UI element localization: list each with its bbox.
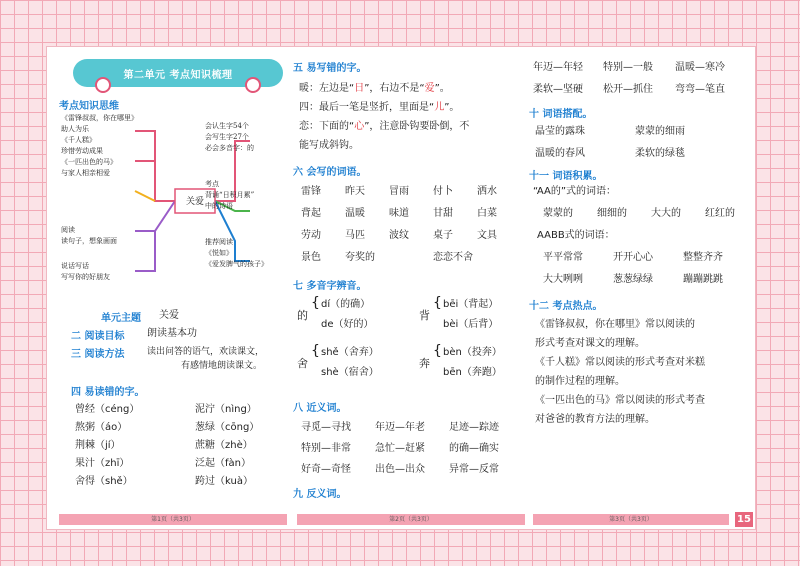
aabb-words — [543, 247, 753, 291]
synonym-pair: 异常—反常 — [449, 464, 499, 475]
word: 景色 — [301, 252, 321, 263]
aabb-title: AABB式的词语： — [537, 230, 615, 241]
mindmap-node: 会写生字27个 — [205, 133, 249, 141]
section-2-value: 朗读基本功 — [147, 328, 197, 339]
mindmap-node: 说话写话 — [61, 262, 89, 270]
banner-title: 第二单元 考点知识梳理 — [123, 69, 233, 81]
hotspot-line: 《千人糕》常以阅读的形式考查对米糕 — [535, 357, 705, 368]
page-number: 15 — [735, 512, 753, 527]
column-2 — [293, 47, 529, 529]
section-11-heading: 十一 词语积累。 — [529, 171, 603, 182]
words-grid — [301, 181, 521, 269]
mindmap-right-top — [205, 121, 291, 154]
section-7-heading: 七 多音字辨音。 — [293, 281, 367, 292]
word: 洒水 — [477, 186, 497, 197]
synonym-pair: 出色—出众 — [375, 464, 425, 475]
tip-line: 四：最后一笔是竖折，里面是“儿”。 — [299, 102, 460, 113]
word: 马匹 — [345, 230, 365, 241]
poly-char: 的 — [297, 309, 308, 322]
mindmap-node: 珍惜劳动成果 — [61, 147, 103, 155]
mindmap-node: 考点 — [205, 180, 219, 188]
collocation: 晶莹的露珠 — [535, 126, 585, 137]
aabb-word: 整整齐齐 — [683, 252, 723, 263]
section-number: 二 — [71, 331, 81, 342]
misread-item: 蔗糖（zhè） — [195, 440, 253, 451]
brace: { — [311, 295, 320, 311]
page-footer: 第2页（共3页） — [297, 514, 525, 525]
misread-item: 荆棘（jí） — [75, 440, 121, 451]
brace: { — [433, 343, 442, 359]
aa-word: 红红的 — [705, 208, 735, 219]
section-3-value — [147, 345, 293, 373]
misread-item: 果汁（zhī） — [75, 458, 130, 469]
synonym-pair: 好奇—奇怪 — [301, 464, 351, 475]
section-label: 阅读目标 — [84, 331, 125, 342]
mindmap-node: 《千人糕》 — [61, 136, 96, 144]
mindmap-node: 背诵“日积月累” — [205, 191, 255, 199]
textbook-page — [46, 46, 756, 530]
method-line: 读出问答的语气，欢读课文， — [147, 347, 265, 357]
section-label: 易读错的字。 — [84, 387, 145, 398]
word: 背起 — [301, 208, 321, 219]
collocation: 蒙蒙的细雨 — [635, 126, 685, 137]
poly-reading: shè（宿舍） — [321, 367, 379, 378]
synonym-pair: 急忙—赶紧 — [375, 443, 425, 454]
poly-reading: shě（舍弃） — [321, 347, 379, 358]
section-10-heading: 十 词语搭配。 — [529, 109, 593, 120]
hotspot-line: 《一匹出色的马》常以阅读的形式考查 — [535, 395, 705, 406]
mindmap-left-group — [61, 113, 161, 179]
word: 恋恋不舍 — [433, 252, 473, 263]
antonym-pair: 弯弯—笔直 — [675, 84, 725, 95]
tip-line: 能写成斜钩。 — [299, 140, 359, 151]
antonyms-grid — [533, 57, 751, 101]
collocations-grid — [535, 121, 735, 165]
hotspot-line: 对爸爸的教育方法的理解。 — [535, 414, 655, 425]
section-6-heading: 六 会写的词语。 — [293, 167, 367, 178]
mindmap-node: 《雷锋叔叔，你在哪里》 — [61, 114, 138, 122]
mindmap-right-mid — [205, 179, 291, 212]
poly-reading: bèn（投奔） — [443, 347, 502, 358]
mindmap-node: 与家人相亲相爱 — [61, 169, 110, 177]
brace: { — [433, 295, 442, 311]
section-8-heading: 八 近义词。 — [293, 403, 347, 414]
section-12-heading: 十二 考点热点。 — [529, 301, 603, 312]
word: 冒雨 — [389, 186, 409, 197]
aabb-word: 蹦蹦跳跳 — [683, 274, 723, 285]
aabb-word: 平平常常 — [543, 252, 583, 263]
antonym-pair: 温暖—寒冷 — [675, 62, 725, 73]
mindmap-node: 《悦如》 — [205, 249, 233, 257]
poly-char: 奔 — [419, 357, 430, 370]
tip-line: 恋：下面的“心”，注意卧钩要卧倒，不 — [299, 121, 470, 132]
page-footer: 第3页（共3页） — [533, 514, 729, 525]
misread-item: 舍得（shě） — [75, 476, 133, 487]
poly-reading: de（好的） — [321, 319, 374, 330]
antonym-pair: 特别—一般 — [603, 62, 653, 73]
section-4-heading — [71, 383, 144, 398]
hotspot-line: 《雷锋叔叔，你在哪里》常以阅读的 — [535, 319, 695, 330]
tip-line: 暖：左边是“日”，右边不是“爱”。 — [299, 83, 450, 94]
word: 付卜 — [433, 186, 453, 197]
aa-words — [543, 205, 759, 223]
word: 雷锋 — [301, 186, 321, 197]
section-label: 阅读方法 — [84, 349, 125, 360]
word — [389, 247, 433, 269]
word: 白菜 — [477, 208, 497, 219]
misread-chars-grid — [75, 401, 295, 491]
antonym-pair: 松开—抓住 — [603, 84, 653, 95]
synonym-pair: 特别—非常 — [301, 443, 351, 454]
mindmap-node: 写写你的好朋友 — [61, 273, 110, 281]
misread-item: 泛起（fàn） — [195, 458, 251, 469]
word: 味道 — [389, 208, 409, 219]
word: 昨天 — [345, 186, 365, 197]
brace: { — [311, 343, 320, 359]
word: 桌子 — [433, 230, 453, 241]
section-3-heading — [71, 345, 124, 360]
mindmap-center: 关爱 — [186, 197, 205, 207]
mindmap-node: 推荐阅读 — [205, 238, 233, 246]
mindmap-node: 《爱发脾气的孩子》 — [205, 260, 268, 268]
misread-item: 熬粥（áo） — [75, 422, 128, 433]
aabb-word: 开开心心 — [613, 252, 653, 263]
unit-banner — [73, 59, 283, 87]
aa-word: 大大的 — [651, 208, 681, 219]
aa-word: 蒙蒙的 — [543, 208, 573, 219]
synonyms-grid — [301, 417, 527, 480]
word: 劳动 — [301, 230, 321, 241]
hotspots — [535, 315, 749, 429]
aa-word: 细细的 — [597, 208, 627, 219]
hotspot-line: 的制作过程的理解。 — [535, 376, 625, 387]
synonym-pair: 年迈—年老 — [375, 422, 425, 433]
aabb-word: 葱葱绿绿 — [613, 274, 653, 285]
collocation: 温暖的春风 — [535, 148, 585, 159]
theme-value: 关爱 — [159, 310, 179, 321]
column-1 — [55, 47, 293, 529]
theme-label: 单元主题 — [101, 313, 141, 324]
mindmap-node: 助人为乐 — [61, 125, 89, 133]
section-9-heading: 九 反义词。 — [293, 489, 347, 500]
collocation: 柔软的绿毯 — [635, 148, 685, 159]
poly-reading: bēi（背起） — [443, 299, 499, 310]
wheel-icon — [95, 77, 111, 93]
poly-reading: bèi（后背） — [443, 319, 499, 330]
misread-item: 泥泞（nìng） — [195, 404, 257, 415]
word: 温暖 — [345, 208, 365, 219]
mindmap-title: 考点知识思维 — [59, 101, 119, 112]
method-line: 有感情地朗读课文。 — [181, 361, 263, 371]
polyphone-group — [297, 295, 527, 395]
word: 夸奖的 — [345, 252, 375, 263]
synonym-pair: 寻觅—寻找 — [301, 422, 351, 433]
misread-item: 跨过（kuà） — [195, 476, 253, 487]
word: 文具 — [477, 230, 497, 241]
poly-char: 舍 — [297, 357, 308, 370]
hotspot-line: 形式考查对课文的理解。 — [535, 338, 645, 349]
aabb-word: 大大咧咧 — [543, 274, 583, 285]
mindmap-node: 必会多音字：的 — [205, 144, 254, 152]
wheel-icon — [245, 77, 261, 93]
page-footer: 第1页（共3页） — [59, 514, 287, 525]
misread-item: 曾经（céng） — [75, 404, 140, 415]
mindmap-right-bottom — [205, 237, 293, 270]
word: 甘甜 — [433, 208, 453, 219]
section-number: 四 — [71, 387, 81, 398]
mindmap-node: 中的诗语 — [205, 202, 233, 210]
section-2-heading — [71, 327, 124, 342]
mindmap-node: 《一匹出色的马》 — [61, 158, 117, 166]
poly-char: 背 — [419, 309, 430, 322]
antonym-pair: 柔软—坚硬 — [533, 84, 583, 95]
poly-reading: bēn（奔跑） — [443, 367, 502, 378]
misread-item: 葱绿（cōng） — [195, 422, 260, 433]
aa-title: “AA的”式的词语： — [533, 186, 617, 197]
section-5-heading: 五 易写错的字。 — [293, 63, 367, 74]
mindmap-node: 阅读 — [61, 226, 75, 234]
mindmap-left-bottom — [61, 225, 161, 283]
mindmap-node: 读句子，想象画面 — [61, 237, 117, 245]
antonym-pair: 年迈—年轻 — [533, 62, 583, 73]
miswritten-chars — [299, 79, 527, 155]
synonym-pair: 足迹—踪迹 — [449, 422, 499, 433]
synonym-pair: 的确—确实 — [449, 443, 499, 454]
word: 波纹 — [389, 230, 409, 241]
poly-reading: dí（的确） — [321, 299, 371, 310]
mindmap-node: 会认生字54个 — [205, 122, 249, 130]
column-3 — [529, 47, 751, 529]
section-number: 三 — [71, 349, 81, 360]
